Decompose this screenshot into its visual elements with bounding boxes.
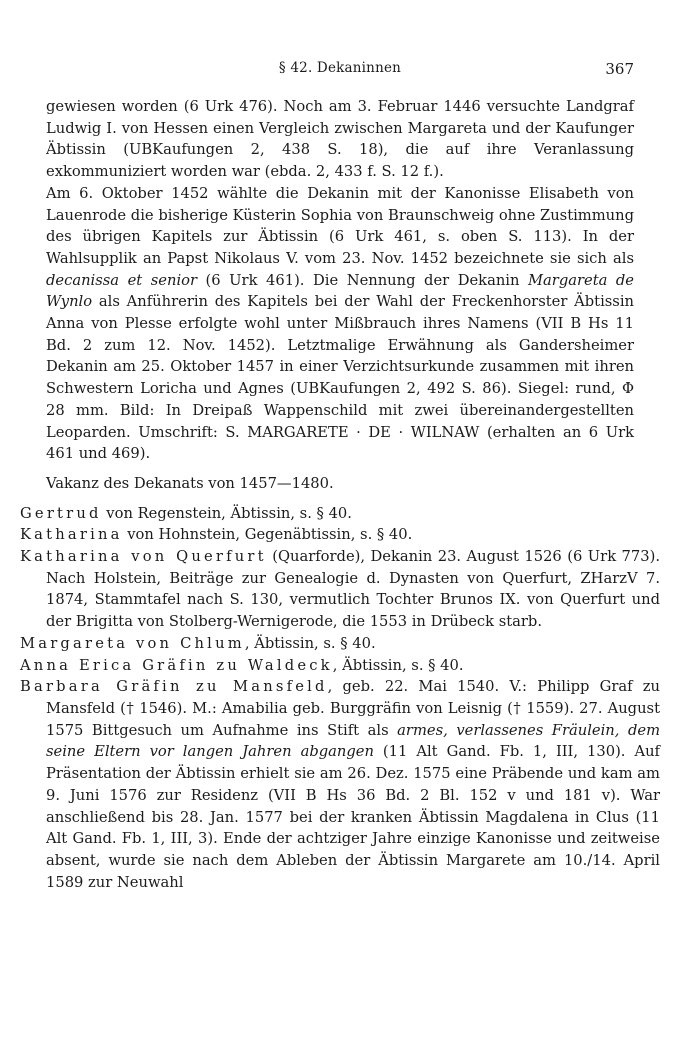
entry-text: , geb. 22. Mai 1540. V.: Philipp Graf zu Mansfeld († 1546). M.: Amabilia geb. Burggräfin von Leisnig († 1559). 27. August 1575 Bittgesuch um Aufnahme ins Stift als [46,678,660,739]
entry-quote: armes, verlassenes Fräulein, dem seine Eltern vor langen Jahren abgangen [46,721,661,761]
entry-text: von Hohnstein, Gegenäbtissin, s. § 40. [122,526,413,544]
page-body [0,96,700,893]
entry-katharina-hohnstein [20,524,660,546]
entry-gertrud [20,503,660,525]
entry-barbara-mansfeld [20,676,660,893]
entry-name: Gertrud [20,504,102,522]
running-head: § 42. Dekaninnen [278,60,402,76]
paragraph-2-part-a: Am 6. Oktober 1452 wählte die Dekanin mit der Kanonisse Elisabeth von Lauenrode die bisherige Küsterin Sophia von Braunschweig ohne Zustimmung des übrigen Kapitels zur Äbtissin (6 Urk 461, s. oben S. 113). In der Wahlsupplik an Papst Nikolaus V. vom 23. Nov. 1452 bezeichnete sie sich als [46,184,634,267]
entry-text-continued: (11 Alt Gand. Fb. 1, III, 130). Auf Präsentation der Äbtissin erhielt sie am 26. Dez. 1575 eine Präbende und kam am 9. Juni 1576 zur Residenz (VII B Hs 36 Bd. 2 Bl. 152 v und 181 v). War anschließend bis 28. Jan. 1577 bei der kranken Äbtissin Magdalena in Clus (11 Alt Gand. Fb. 1, III, 3). Ende der achtziger Jahre einzige Kanonisse und zeitweise absent, wurde sie nach dem Ableben der Äbtissin Margarete am 10./14. April 1589 zur Neuwahl [46,743,660,891]
entry-name: Katharina von Querfurt [20,548,267,566]
paragraph-1: gewiesen worden (6 Urk 476). Noch am 3. Februar 1446 versuchte Landgraf Ludwig I. von Hessen einen Vergleich zwischen Margareta und der Kaufunger Äbtissin (UBKaufungen 2, 438 S. 18), die auf ihre Veranlassung exkommuniziert worden war (ebda. 2, 433 f. S. 12 f.). [46,98,634,181]
entry-katharina-querfurt [20,546,660,633]
entry-name: Barbara Gräfin zu Mansfeld [20,678,328,696]
entry-text: von Regenstein, Äbtissin, s. § 40. [101,504,352,522]
entry-name: Katharina [20,526,123,544]
vakanz-line: Vakanz des Dekanats von 1457—1480. [46,474,334,492]
entry-anna-erica [20,655,660,677]
entry-name: Margareta von Chlum [20,634,245,652]
paragraph-2-italic-a: decanissa et senior [46,271,198,289]
entry-text: , Äbtissin, s. § 40. [332,656,464,674]
paragraph-2 [46,183,634,465]
paragraph-2-part-c: (6 Urk 461). Die Nennung der Dekanin [197,271,528,289]
entry-text: , Äbtissin, s. § 40. [244,634,376,652]
entry-margareta-chlum [20,633,660,655]
entry-text: (Quarforde), Dekanin 23. August 1526 (6 Urk 773). Nach Holstein, Beiträge zur Genealogie d. Dynasten von Querfurt, ZHarzV 7. 1874, Stammtafel nach S. 130, vermutlich Tochter Brunos IX. von Querfurt und der Brigitta von Stolberg-Wernigerode, die 1553 in Drübeck starb. [46,548,660,631]
paragraph-2-italic-b: Margareta de Wynlo [46,271,634,311]
paragraph-2-part-e: als Anführerin des Kapitels bei der Wahl der Freckenhorster Äbtissin Anna von Plesse erfolgte wohl unter Mißbrauch ihres Namens (VII B Hs 11 Bd. 2 zum 12. Nov. 1452). Letztmalige Erwähnung als Gandersheimer Dekanin am 25. Oktober 1457 in einer Verzichtsurkunde zusammen mit ihren Schwestern Loricha und Agnes (UBKaufungen 2, 492 S. 86). Siegel: rund, Φ 28 mm. Bild: In Dreipaß Wappenschild mit zwei übereinandergestellten Leoparden. Umschrift: S. MARGARETE · DE · WILNAW (erhalten an 6 Urk 461 und 469). [46,293,634,463]
entry-name: Anna Erica Gräfin zu Waldeck [20,656,333,674]
page-header [46,60,634,82]
page-number: 367 [605,60,634,78]
